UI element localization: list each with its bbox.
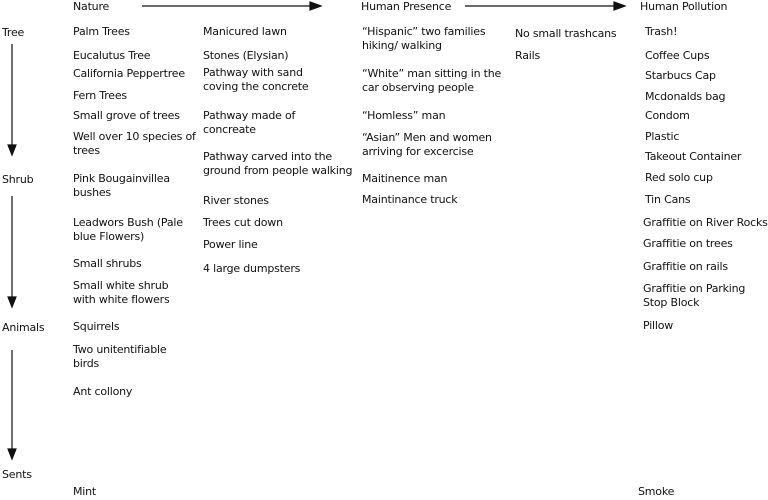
arrow-nature-to-presence [142, 2, 321, 10]
nature-item: Stones (Elysian) [203, 49, 289, 62]
pollution-item: Coffee Cups [645, 49, 710, 62]
nature-item: River stones [203, 194, 269, 207]
arrow-animals-to-sents [8, 350, 16, 459]
arrow-presence-to-pollution [465, 2, 625, 10]
pollution-item: Trash! [645, 25, 678, 38]
nature-item: Mint [73, 485, 97, 498]
nature-item: Squirrels [73, 320, 120, 333]
pollution-item: Graffitie on Parking Stop Block [643, 282, 746, 309]
nature-item: Leadwors Bush (Pale blue Flowers) [73, 216, 183, 243]
nature-item: Manicured lawn [203, 25, 287, 38]
nature-item: Palm Trees [73, 25, 130, 38]
nature-item: Power line [203, 238, 258, 251]
pollution-item: Smoke [638, 485, 675, 498]
presence-item: Rails [515, 49, 540, 62]
presence-item: Maitinence man [362, 172, 448, 185]
nature-item: Ant collony [73, 385, 133, 398]
arrow-tree-to-shrub [8, 44, 16, 155]
pollution-item: Graffitie on River Rocks [643, 216, 768, 229]
nature-item: Well over 10 species of trees [73, 130, 196, 157]
presence-item: No small trashcans [515, 27, 617, 40]
pollution-item: Condom [645, 109, 690, 122]
nature-item: Small white shrub with white flowers [73, 279, 170, 306]
scale-label-tree: Tree [2, 26, 25, 39]
presence-item: “Asian” Men and women arriving for excercise [362, 131, 492, 158]
header-human-pollution: Human Pollution [640, 0, 728, 13]
scale-label-shrub: Shrub [2, 173, 34, 186]
pollution-item: Takeout Container [645, 150, 742, 163]
nature-item: Two unitentifiable birds [73, 343, 167, 370]
pollution-item: Plastic [645, 130, 680, 143]
presence-item: “Hispanic” two families hiking/ walking [362, 25, 486, 52]
nature-item: Eucalutus Tree [73, 49, 151, 62]
pollution-item: Mcdonalds bag [645, 90, 726, 103]
pollution-item: Graffitie on trees [643, 237, 733, 250]
presence-item: Maintinance truck [362, 193, 458, 206]
pollution-item: Red solo cup [645, 171, 713, 184]
nature-item: Pathway with sand coving the concrete [203, 66, 309, 93]
nature-item: Small shrubs [73, 257, 142, 270]
pollution-item: Graffitie on rails [643, 260, 728, 273]
presence-item: “Homless” man [362, 109, 446, 122]
nature-item: 4 large dumpsters [203, 262, 301, 275]
pollution-item: Starbucs Cap [645, 69, 716, 82]
scale-label-sents: Sents [2, 468, 32, 481]
nature-item: Pink Bougainvillea bushes [73, 172, 170, 199]
header-human-presence: Human Presence [361, 0, 452, 13]
nature-item: Pathway made of concreate [203, 109, 296, 136]
nature-item: California Peppertree [73, 67, 185, 80]
presence-item: “White” man sitting in the car observing people [362, 67, 502, 94]
scale-label-animals: Animals [2, 321, 45, 334]
nature-item: Pathway carved into the ground from people walking [203, 150, 353, 177]
nature-item: Fern Trees [73, 89, 127, 102]
arrow-shrub-to-animals [8, 196, 16, 307]
header-nature: Nature [73, 0, 110, 13]
pollution-item: Tin Cans [645, 193, 691, 206]
nature-item: Trees cut down [203, 216, 283, 229]
nature-item: Small grove of trees [73, 109, 180, 122]
pollution-item: Pillow [643, 319, 674, 332]
